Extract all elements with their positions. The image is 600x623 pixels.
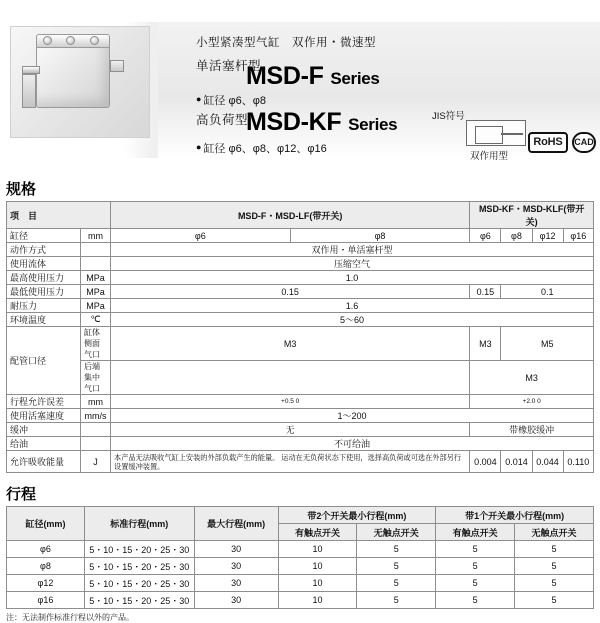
spec-row-label: 缸径 — [7, 229, 81, 243]
stroke-c1: 5 — [436, 592, 515, 609]
tolerance-right: +2.0 0 — [522, 397, 541, 405]
stroke-c1: 5 — [436, 558, 515, 575]
stroke-max: 30 — [194, 558, 278, 575]
stroke-max: 30 — [194, 541, 278, 558]
energy-value-4: 0.110 — [563, 451, 593, 473]
table-row — [7, 257, 594, 271]
spec-row-value: 不可给油 — [111, 437, 594, 451]
header-title-msd-f — [246, 62, 380, 91]
spec-row-unit: mm — [81, 395, 111, 409]
spec-row-sublabel: 后端集中气口 — [81, 361, 111, 395]
bolt-icon — [66, 36, 75, 45]
spec-row-label: 动作方式 — [7, 243, 81, 257]
spec-row-value-right-rest: M5 — [501, 327, 594, 361]
spec-row-label: 允许吸收能量 — [7, 451, 81, 473]
table-row — [7, 327, 594, 361]
spec-row-label: 使用活塞速度 — [7, 409, 81, 423]
spec-row-unit: J — [81, 451, 111, 473]
bore1-text: 缸径 φ6、φ8 — [203, 95, 266, 107]
stroke-header-group1: 带1个开关最小行程(mm) — [436, 507, 594, 524]
header-bore1: ● 缸径 φ6、φ8 — [196, 94, 266, 107]
spec-row-unit: MPa — [81, 285, 111, 299]
spec-row-value-right: M3 — [470, 361, 594, 395]
header-title-msd-kf — [246, 108, 397, 137]
bore-right-4: φ16 — [563, 229, 593, 243]
stroke-n2: 5 — [357, 575, 436, 592]
bore-left-1: φ6 — [111, 229, 291, 243]
cylinder-body-shape — [36, 42, 110, 108]
rohs-badge: RoHS — [528, 132, 568, 153]
stroke-c2: 10 — [278, 558, 357, 575]
spec-row-unit: mm/s — [81, 409, 111, 423]
spec-row-value-left: 无 — [111, 423, 470, 437]
piston-rod-shape — [22, 66, 40, 74]
header-type2-label: 高负荷型 — [196, 113, 249, 127]
bore2-text: 缸径 φ6、φ8、φ12、φ16 — [203, 143, 327, 155]
spec-group-right-header: MSD-KF・MSD-KLF(带开关) — [470, 202, 594, 229]
spec-table — [6, 201, 594, 473]
energy-value-2: 0.014 — [501, 451, 532, 473]
product-photo — [10, 26, 150, 138]
spec-row-unit — [81, 243, 111, 257]
spec-row-value: 双作用・单活塞杆型 — [111, 243, 594, 257]
table-row — [7, 507, 594, 524]
table-row — [7, 437, 594, 451]
spec-row-label: 使用流体 — [7, 257, 81, 271]
table-row — [7, 313, 594, 327]
energy-value-3: 0.044 — [532, 451, 563, 473]
spec-energy-note: 本产品无法吸收气缸上安装的外部负载产生的能量。 运动在无负荷状态下使用，选择高负荷或可选在外部另行设置缓冲装置。 — [111, 451, 470, 473]
stroke-header-noncontact-1: 无触点开关 — [515, 524, 594, 541]
spec-row-unit — [81, 257, 111, 271]
series1-name: MSD-F — [246, 62, 324, 90]
stroke-header-contact-1: 有触点开关 — [436, 524, 515, 541]
spec-row-label: 耐压力 — [7, 299, 81, 313]
spec-row-value-right-1: 0.15 — [470, 285, 501, 299]
header-type1-label: 单活塞杆型 — [196, 59, 262, 73]
bolt-icon — [90, 36, 99, 45]
spec-row-value-left: 0.15 — [111, 285, 470, 299]
spec-row-value: 5～60 — [111, 313, 594, 327]
stroke-header-bore: 缸径(mm) — [7, 507, 85, 541]
spec-item-header: 项 目 — [7, 202, 111, 229]
stroke-header-contact-2: 有触点开关 — [278, 524, 357, 541]
spec-section-title: 规格 — [6, 181, 37, 198]
stroke-c2: 10 — [278, 575, 357, 592]
bore-left-2: φ8 — [290, 229, 470, 243]
spec-row-label: 给油 — [7, 437, 81, 451]
table-row — [7, 361, 594, 395]
stroke-table — [6, 506, 594, 609]
table-row — [7, 451, 594, 473]
stroke-standard: 5・10・15・20・25・30 — [84, 558, 194, 575]
jis-symbol-caption: 双作用型 — [470, 151, 509, 162]
stroke-n2: 5 — [357, 558, 436, 575]
spec-row-unit: mm — [81, 229, 111, 243]
series2-name: MSD-KF — [246, 108, 342, 136]
bore-right-2: φ8 — [501, 229, 532, 243]
spec-row-value: 1～200 — [111, 409, 594, 423]
stroke-max: 30 — [194, 592, 278, 609]
spec-row-value-right-1: M3 — [470, 327, 501, 361]
tolerance-left: +0.5 0 — [281, 397, 300, 405]
stroke-header-group2: 带2个开关最小行程(mm) — [278, 507, 436, 524]
spec-row-label: 最低使用压力 — [7, 285, 81, 299]
spec-row-value-right-rest: 0.1 — [501, 285, 594, 299]
stroke-standard: 5・10・15・20・25・30 — [84, 592, 194, 609]
table-row — [7, 285, 594, 299]
stroke-bore: φ6 — [7, 541, 85, 558]
page-header — [0, 0, 600, 172]
spec-row-value: 1.0 — [111, 271, 594, 285]
spec-row-value: 压缩空气 — [111, 257, 594, 271]
cad-badge: CAD — [572, 132, 596, 153]
spec-row-unit: ℃ — [81, 313, 111, 327]
table-row — [7, 409, 594, 423]
stroke-c1: 5 — [436, 541, 515, 558]
stroke-n1: 5 — [515, 575, 594, 592]
stroke-max: 30 — [194, 575, 278, 592]
spec-row-value-left — [111, 361, 470, 395]
spec-row-value: 1.6 — [111, 299, 594, 313]
table-row — [7, 271, 594, 285]
table-row — [7, 541, 594, 558]
table-row — [7, 395, 594, 409]
table-row — [7, 202, 594, 229]
table-row — [7, 229, 594, 243]
stroke-bore: φ16 — [7, 592, 85, 609]
spec-row-value-right: 带橡胶缓冲 — [470, 423, 594, 437]
table-row — [7, 575, 594, 592]
table-row — [7, 299, 594, 313]
bore-right-3: φ12 — [532, 229, 563, 243]
stroke-n2: 5 — [357, 592, 436, 609]
spec-row-unit: MPa — [81, 271, 111, 285]
air-port-shape — [110, 60, 124, 72]
spec-row-value-right — [470, 395, 594, 409]
jis-symbol-label: JIS符号 — [432, 111, 465, 122]
stroke-c1: 5 — [436, 575, 515, 592]
stroke-n1: 5 — [515, 541, 594, 558]
spec-row-label: 行程允许误差 — [7, 395, 81, 409]
stroke-standard: 5・10・15・20・25・30 — [84, 575, 194, 592]
stroke-bore: φ8 — [7, 558, 85, 575]
spec-row-label: 缓冲 — [7, 423, 81, 437]
stroke-header-standard: 标准行程(mm) — [84, 507, 194, 541]
spec-row-unit: MPa — [81, 299, 111, 313]
spec-row-unit — [81, 423, 111, 437]
stroke-section-title: 行程 — [6, 486, 37, 503]
stroke-n1: 5 — [515, 558, 594, 575]
stroke-n1: 5 — [515, 592, 594, 609]
stroke-footnote: 注：无法制作标准行程以外的产品。 — [6, 613, 134, 622]
bolt-icon — [43, 36, 52, 45]
mounting-bracket-shape — [22, 74, 36, 108]
table-row — [7, 592, 594, 609]
stroke-header-noncontact-2: 无触点开关 — [357, 524, 436, 541]
stroke-bore: φ12 — [7, 575, 85, 592]
stroke-c2: 10 — [278, 541, 357, 558]
spec-row-label: 最高使用压力 — [7, 271, 81, 285]
spec-row-value-left: M3 — [111, 327, 470, 361]
spec-row-unit — [81, 437, 111, 451]
spec-row-value-left — [111, 395, 470, 409]
stroke-n2: 5 — [357, 541, 436, 558]
header-subtitle: 小型紧凑型气缸 双作用・微速型 — [196, 37, 376, 49]
series1-word: Series — [330, 69, 380, 88]
jis-symbol-icon — [466, 120, 526, 146]
bore-right-1: φ6 — [470, 229, 501, 243]
stroke-c2: 10 — [278, 592, 357, 609]
series2-word: Series — [348, 115, 398, 134]
spec-row-label: 环境温度 — [7, 313, 81, 327]
table-row — [7, 423, 594, 437]
spec-group-left-header: MSD-F・MSD-LF(带开关) — [111, 202, 470, 229]
spec-row-sublabel: 缸体侧面气口 — [81, 327, 111, 361]
stroke-standard: 5・10・15・20・25・30 — [84, 541, 194, 558]
table-row — [7, 558, 594, 575]
table-row — [7, 243, 594, 257]
stroke-header-max: 最大行程(mm) — [194, 507, 278, 541]
header-bore2: ● 缸径 φ6、φ8、φ12、φ16 — [196, 142, 327, 155]
energy-value-1: 0.004 — [470, 451, 501, 473]
spec-row-label: 配管口径 — [7, 327, 81, 395]
